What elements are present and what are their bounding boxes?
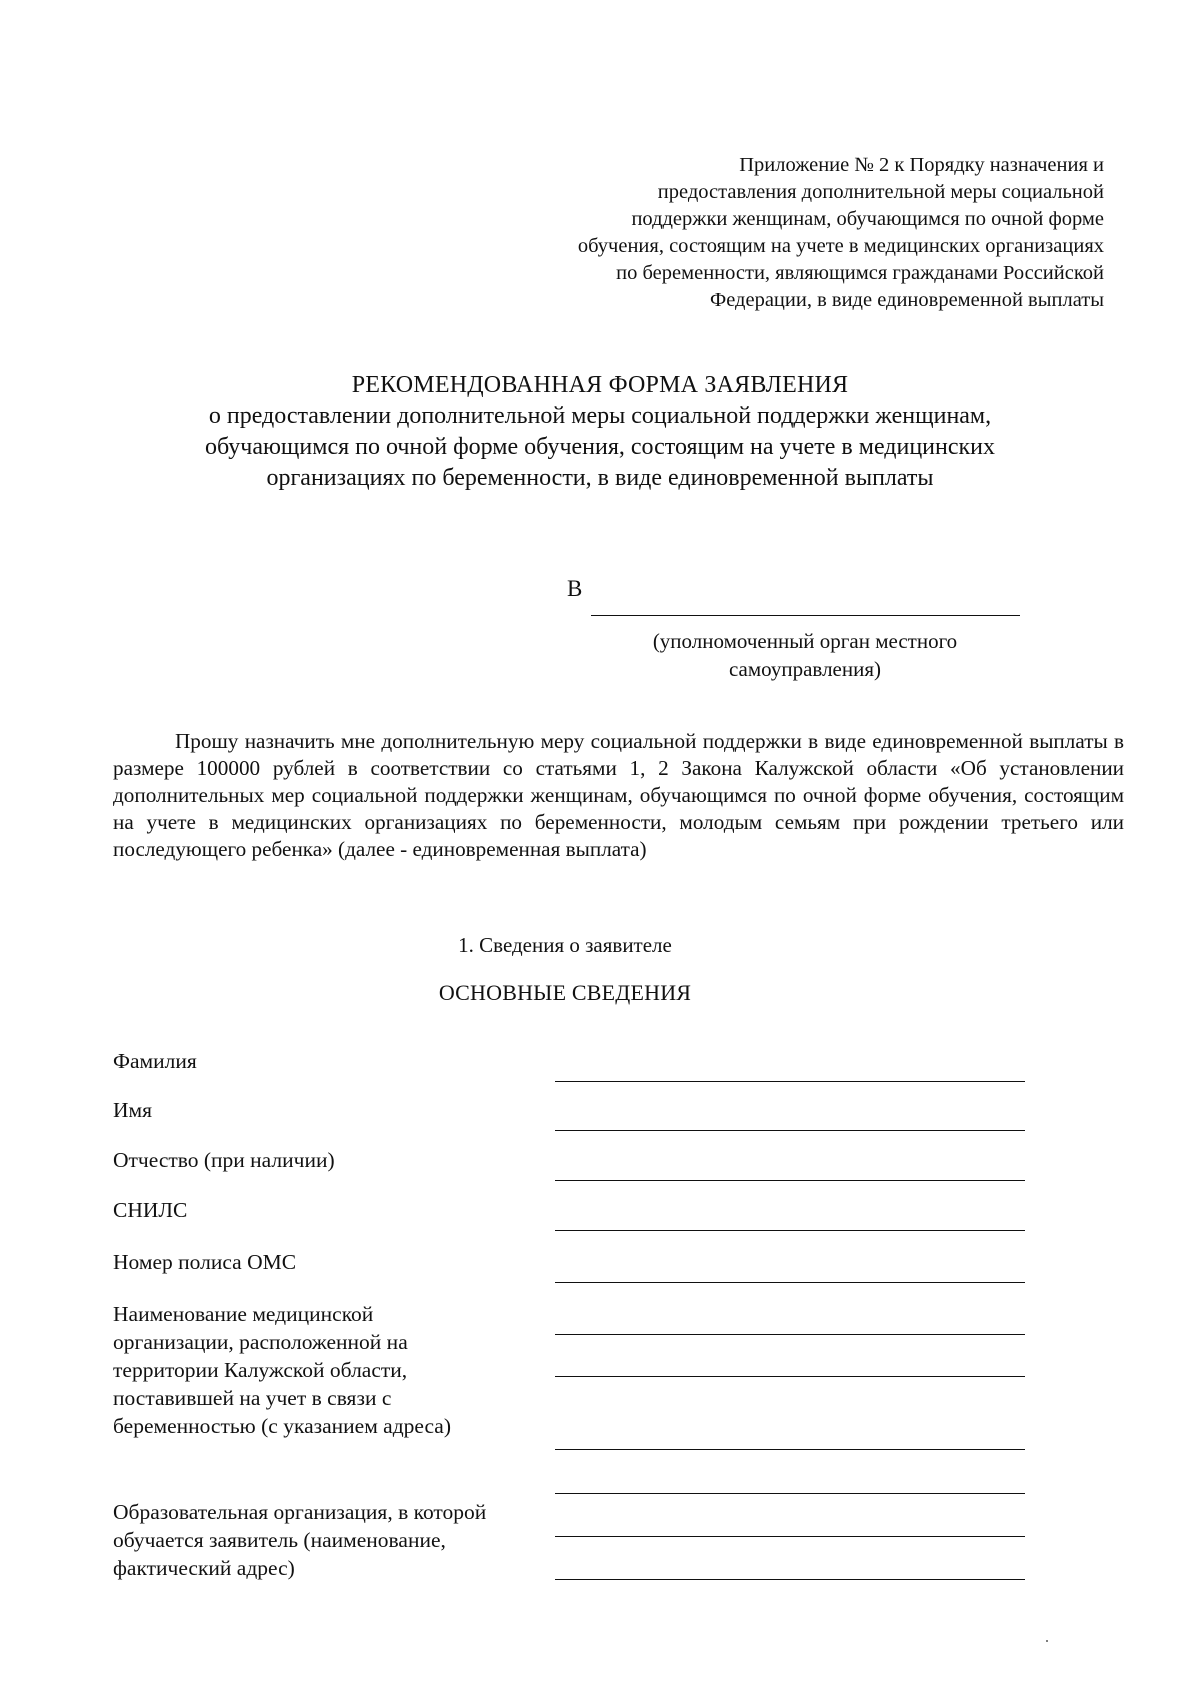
oms-label: Номер полиса ОМС [113,1250,297,1274]
appendix-line: обучения, состоящим на учете в медицинских организациях [577,235,1104,257]
name-label: Имя [113,1098,153,1122]
patronymic-label: Отчество (при наличии) [113,1148,335,1172]
addressee-caption-line: самоуправления) [728,657,881,681]
request-paragraph: Прошу назначить мне дополнительную меру социальной поддержки в виде единовременной выплаты в размере 100000 рублей в соответствии со статьями 1, 2 Закона Калужской области «Об установлении дополнительных мер социальной поддержки женщинам, обучающимся по очной форме обучения, состоящим на учете в медицинских организациях по беременности, молодым семьям при рождении третьего или последующего ребенка» (далее - единовременная выплата) [113,729,1124,861]
appendix-line: по беременности, являющимся гражданами Российской [616,262,1104,284]
education-org-input-line[interactable] [555,1493,1025,1494]
medical-org-input-line[interactable] [555,1334,1025,1335]
education-org-label-line: обучается заявитель (наименование, [113,1528,446,1552]
snils-input-line[interactable] [555,1230,1025,1231]
snils-label: СНИЛС [113,1198,188,1222]
addressee-caption [590,627,1020,683]
name-input-line[interactable] [555,1130,1025,1131]
medical-org-input-line[interactable] [555,1449,1025,1450]
section-subtitle: ОСНОВНЫЕ СВЕДЕНИЯ [438,980,692,1005]
medical-org-input-line[interactable] [555,1376,1025,1377]
appendix-line: поддержки женщинам, обучающимся по очной форме [631,208,1104,230]
appendix-line: Приложение № 2 к Порядку назначения и [739,154,1104,176]
education-org-label [113,1498,553,1582]
medical-org-label-line: территории Калужской области, [113,1358,408,1382]
addressee-prefix: В [567,576,583,601]
form-title: РЕКОМЕНДОВАННАЯ ФОРМА ЗАЯВЛЕНИЯ [351,372,849,398]
education-org-label-line: фактический адрес) [113,1556,295,1580]
education-org-label-line: Образовательная организация, в которой [113,1500,487,1524]
form-subtitle-line: о предоставлении дополнительной меры социальной поддержки женщинам, [208,403,992,429]
form-title-block [0,370,1200,494]
surname-input-line[interactable] [555,1081,1025,1082]
medical-org-label-line: Наименование медицинской [113,1302,374,1326]
oms-input-line[interactable] [555,1282,1025,1283]
appendix-line: предоставления дополнительной меры социальной [657,181,1104,203]
appendix-line: Федерации, в виде единовременной выплаты [710,289,1104,311]
medical-org-label-line: беременностью (с указанием адреса) [113,1414,451,1438]
medical-org-label [113,1300,553,1440]
surname-label: Фамилия [113,1049,197,1073]
form-subtitle [0,401,1200,494]
form-subtitle-line: организациях по беременности, в виде единовременной выплаты [266,465,934,491]
medical-org-label-line: организации, расположенной на [113,1330,408,1354]
addressee-input-line[interactable] [591,615,1020,616]
addressee-caption-line: (уполномоченный орган местного [652,629,958,653]
scan-speck [1046,1640,1048,1642]
education-org-input-line[interactable] [555,1579,1025,1580]
medical-org-label-line: поставившей на учет в связи с [113,1386,392,1410]
patronymic-input-line[interactable] [555,1180,1025,1181]
education-org-input-line[interactable] [555,1536,1025,1537]
form-subtitle-line: обучающимся по очной форме обучения, состоящим на учете в медицинских [204,434,996,460]
section-heading: 1. Сведения о заявителе [458,933,672,957]
appendix-header [464,152,1104,314]
